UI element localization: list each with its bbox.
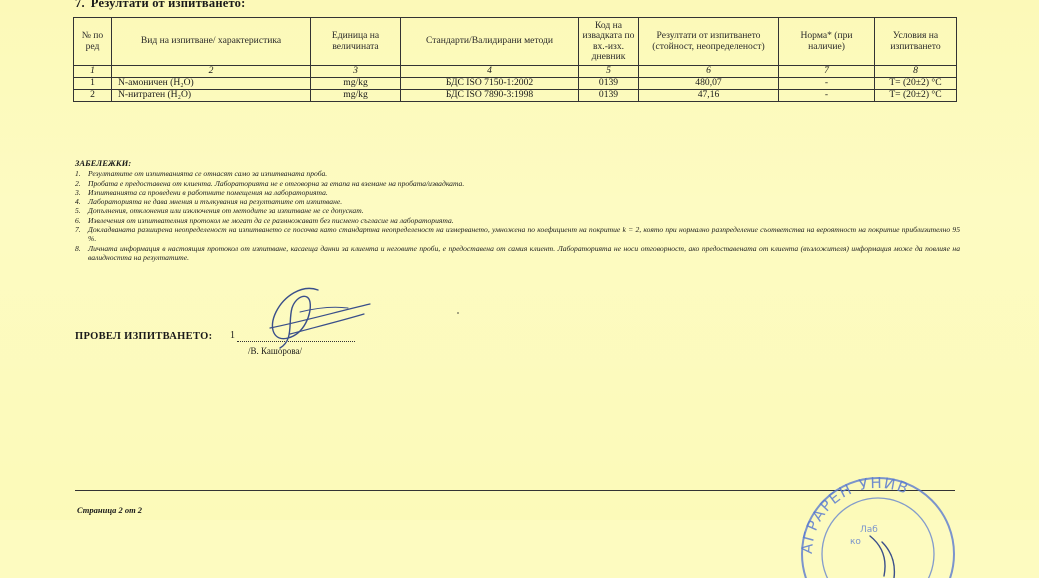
note-text: Изпитванията са проведени в работните помещения на лабораторията. <box>88 187 328 197</box>
note-number: 1. <box>75 169 81 179</box>
sample-code-cell: 0139 <box>579 89 639 101</box>
index-cell: 1 <box>74 66 112 78</box>
note-item <box>75 169 960 178</box>
column-index-row <box>74 66 957 78</box>
test-type-cell: N-амоничен (H₂O) <box>112 77 311 89</box>
signature-index: 1 <box>230 330 235 341</box>
norm-cell: - <box>779 89 875 101</box>
seal-inner-text: Лаб <box>860 525 878 535</box>
note-number: 6. <box>75 215 81 225</box>
page-number: Страница 2 от 2 <box>77 505 143 515</box>
row-number-cell: 2 <box>74 89 112 101</box>
conditions-cell: T= (20±2) °C <box>875 89 957 101</box>
index-cell: 4 <box>401 66 579 78</box>
header-cell: Резултати от изпитването (стойност, неопределеност) <box>639 18 779 66</box>
section-title-text: Резултати от изпитването: <box>90 0 246 10</box>
header-cell: Стандарти/Валидирани методи <box>401 18 579 66</box>
standard-cell: БДС ISO 7890-3:1998 <box>401 89 579 101</box>
conditions-cell: T= (20±2) °C <box>875 77 957 89</box>
notes-list <box>75 169 960 262</box>
section-title <box>75 0 245 11</box>
performed-label: ПРОВЕЛ ИЗПИТВАНЕТО: <box>75 331 213 342</box>
notes-section <box>75 159 960 262</box>
note-number: 7. <box>75 225 81 235</box>
note-item <box>75 179 960 188</box>
index-cell: 3 <box>311 66 401 78</box>
norm-cell: - <box>779 77 875 89</box>
note-item <box>75 225 960 244</box>
note-number: 3. <box>75 187 81 197</box>
table-header-row <box>74 18 957 66</box>
note-text: Допълнения, отклонения или изключения от методите за изпитване не се допускат. <box>88 206 364 216</box>
unit-cell: mg/kg <box>311 89 401 101</box>
header-cell: Единица на величината <box>311 18 401 66</box>
index-cell: 6 <box>639 66 779 78</box>
note-text: Лабораторията не дава мнения и тълкувания на резултатите от изпитване. <box>88 197 343 207</box>
signature-icon <box>240 282 380 352</box>
table-row <box>74 77 957 89</box>
note-number: 8. <box>75 243 81 253</box>
note-item <box>75 244 960 263</box>
index-cell: 7 <box>779 66 875 78</box>
standard-cell: БДС ISO 7150-1:2002 <box>401 77 579 89</box>
note-text: Докладваната разширена неопределеност на изпитването се посочва като стандартна неопределеност на измерването, умножена по коефициент на покритие k = 2, която при нормално разпределение съответства на вероятност на покритие приблизително 95 %. <box>88 225 960 244</box>
header-cell: Норма* (при наличие) <box>779 18 875 66</box>
notes-title: ЗАБЕЛЕЖКИ: <box>75 158 132 168</box>
seal-inner-text: ко <box>850 537 861 547</box>
note-item <box>75 188 960 197</box>
note-item <box>75 216 960 225</box>
note-item <box>75 206 960 215</box>
header-cell: Вид на изпитване/ характеристика <box>112 18 311 66</box>
result-cell: 480,07 <box>639 77 779 89</box>
note-number: 5. <box>75 206 81 216</box>
index-cell: 8 <box>875 66 957 78</box>
unit-cell: mg/kg <box>311 77 401 89</box>
header-cell: Условия на изпитването <box>875 18 957 66</box>
sample-code-cell: 0139 <box>579 77 639 89</box>
result-cell: 47,16 <box>639 89 779 101</box>
header-cell: № по ред <box>74 18 112 66</box>
signer-name: /В. Кашорова/ <box>248 346 302 356</box>
note-text: Резултатите от изпитванията се отнасят само за изпитваната проба. <box>88 169 328 179</box>
note-number: 4. <box>75 197 81 207</box>
index-cell: 5 <box>579 66 639 78</box>
test-type-cell: N-нитратен (H₂O) <box>112 89 311 101</box>
row-number-cell: 1 <box>74 77 112 89</box>
note-number: 2. <box>75 178 81 188</box>
note-text: Личната информация в настоящия протокол от изпитване, касаеща данни за клиента и неговите проби, е предоставена от самия клиент. Лабораторията не носи отговорност, ако предоставената от клиента (възложителя) информация може да повлияе на валидността на резултатите. <box>88 243 960 262</box>
stray-dot <box>457 312 459 314</box>
note-item <box>75 197 960 206</box>
seal-stamp-icon <box>796 458 956 578</box>
seal-text: АГРАРЕН УНИВ <box>797 473 912 555</box>
header-cell: Код на извадката по вх.-изх. дневник <box>579 18 639 66</box>
section-number: 7. <box>75 0 85 10</box>
table-row <box>74 89 957 101</box>
note-text: Извлечения от изпитвателния протокол не могат да се размножават без писмено съгласие на лабораторията. <box>88 215 454 225</box>
index-cell: 2 <box>112 66 311 78</box>
note-text: Пробата е предоставена от клиента. Лабораторията не е отговорна за етапа на вземане на пробата/извадката. <box>88 178 465 188</box>
results-table <box>73 17 957 102</box>
